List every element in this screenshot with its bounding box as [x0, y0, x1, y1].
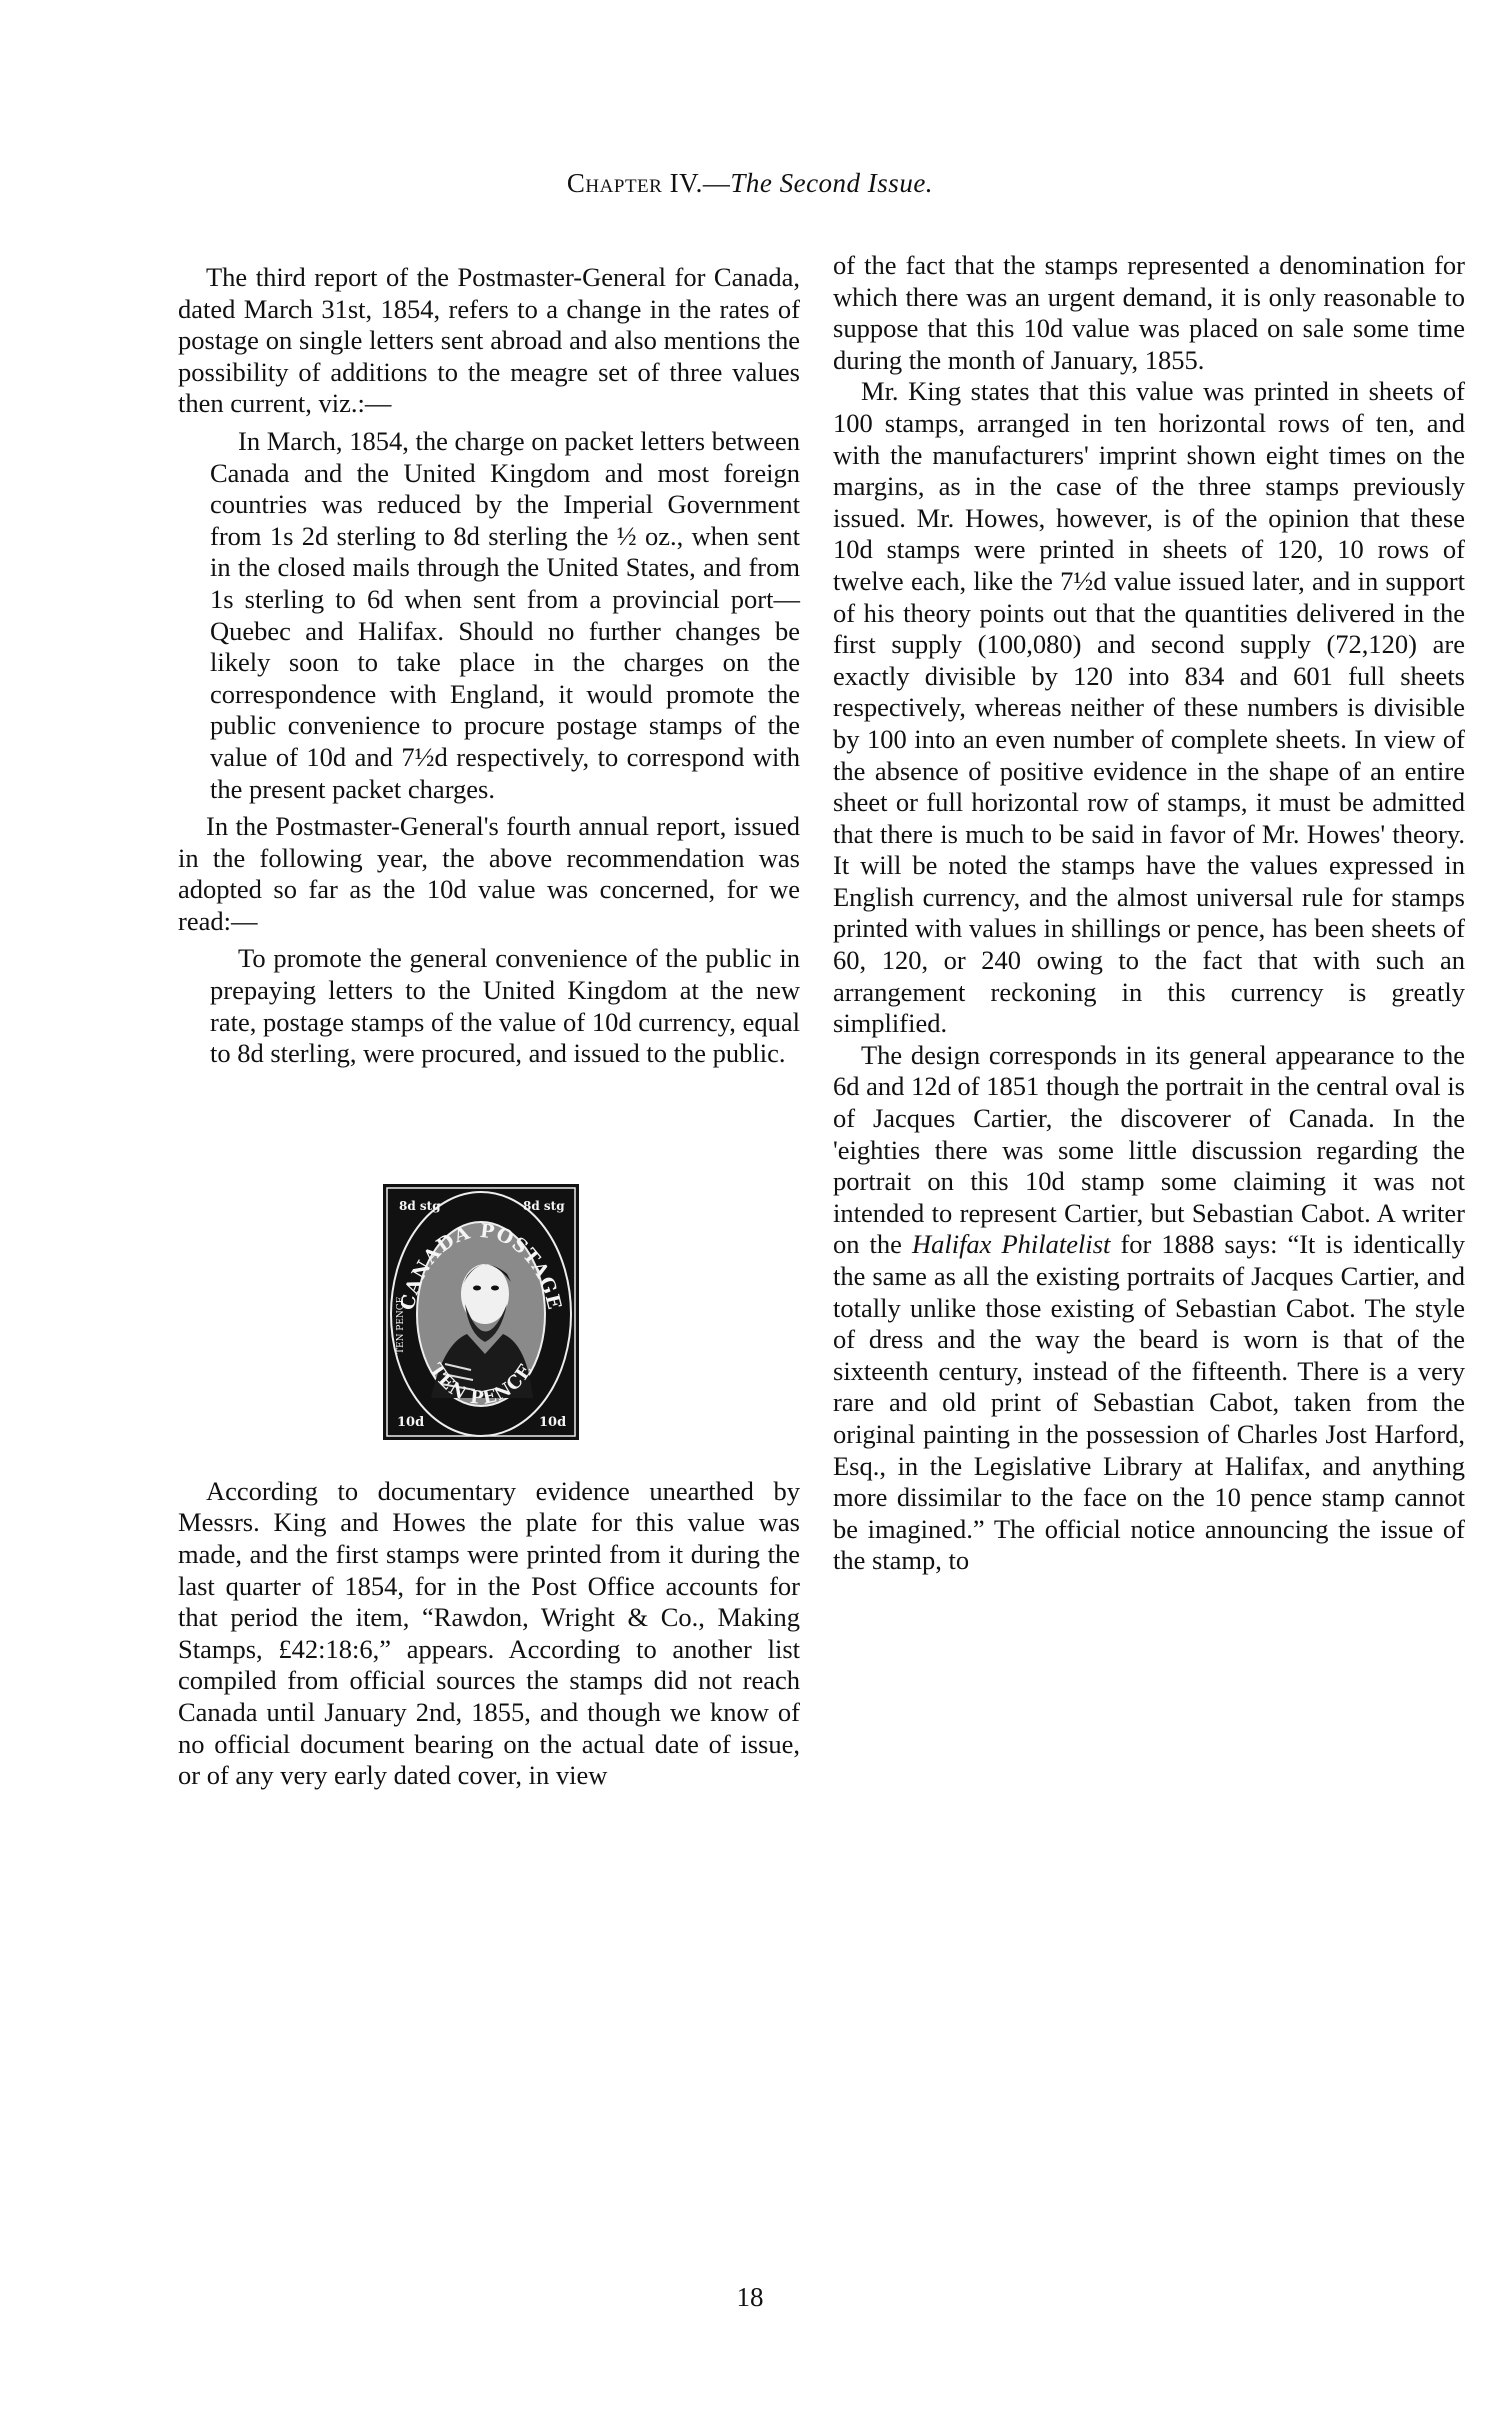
stamp-top-text: CANADA POSTAGE: [396, 1219, 566, 1313]
paragraph: The third report of the Postmaster-General for Canada, dated March 31st, 1854, refers to a change in the rates of postage on single letters sent abroad and also mentions the possibility of additions to the meagre set of three values then current, viz.:—: [178, 262, 800, 419]
stamp-side-left: TEN PENCE: [396, 1296, 406, 1354]
stamp-corner-tr: 8d stg: [523, 1198, 565, 1213]
publication-title: Halifax Philatelist: [911, 1229, 1111, 1260]
block-quote: To promote the general convenience of the public in prepaying letters to the United Kingdom at the new rate, postage stamps of the value of 10d currency, equal to 8d sterling, were procured, and issued to the public.: [210, 943, 800, 1069]
stamp-corner-bl: 10d: [397, 1414, 425, 1430]
stamp-corner-tl: 8d stg: [399, 1198, 441, 1213]
header-dash: —: [702, 168, 731, 198]
left-column: [178, 262, 800, 1792]
stamp-image: [383, 1184, 579, 1440]
paragraph-continued: of the fact that the stamps represented a denomination for which there was an urgent demand, it is only reasonable to suppose that this 10d value was placed on sale some time during the month of January, 1855.: [833, 250, 1465, 375]
paragraph: [833, 1040, 1465, 1577]
running-head: [0, 168, 1500, 199]
block-quote: In March, 1854, the charge on packet letters between Canada and the United Kingdom and most foreign countries was reduced by the Imperial Government from 1s 2d sterling to 8d sterling the ½ oz., when sent in the closed mails through the United States, and from 1s sterling to 6d when sent from a provincial port—Quebec and Halifax. Should no further changes be likely soon to take place in the charges on the correspondence with England, it would promote the public convenience to procure postage stamps of the value of 10d and 7½d respectively, to correspond with the present packet charges.: [210, 425, 800, 804]
paragraph-text: for 1888 says: “It is identically the same as all the existing portraits of Jacques Cartier, and totally unlike those existing of Sebastian Cabot. The style of dress and the way the beard is worn is that of the sixteenth century, instead of the fifteenth. There is a very rare and old print of Sebastian Cabot, taken from the original painting in the possession of Charles Jost Harford, Esq., in the Legislative Library at Halifax, and anything more dissimilar to the face on the 10 pence stamp cannot be imagined.” The official notice announcing the issue of the stamp, to: [833, 1229, 1466, 1576]
chapter-label: Chapter IV.: [566, 168, 703, 198]
paragraph: Mr. King states that this value was printed in sheets of 100 stamps, arranged in ten horizontal rows of ten, and with the manufacturers' imprint shown eight times on the margins, as in the case of the three stamps previously issued. Mr. Howes, however, is of the opinion that these 10d stamps were printed in sheets of 120, 10 rows of twelve each, like the 7½d value issued later, and in support of his theory points out that the quantities delivered in the first supply (100,080) and second supply (72,120) are exactly divisible by 120 into 834 and 601 full sheets respectively, whereas neither of these numbers is divisible by 100 into an even number of complete sheets. In view of the absence of positive evidence in the shape of an entire sheet or full horizontal row of stamps, it must be admitted that there is much to be said in favor of Mr. Howes' theory. It will be noted the stamps have the values expressed in English currency, and the almost universal rule for stamps printed with values in shillings or pence, has been sheets of 60, 120, or 240 owing to the fact that with such an arrangement reckoning in this currency is greatly simplified.: [833, 376, 1465, 1039]
paragraph: According to documentary evidence unearthed by Messrs. King and Howes the plate for this value was made, and the first stamps were printed from it during the last quarter of 1854, for in the Post Office accounts for that period the item, “Rawdon, Wright & Co., Making Stamps, £42:18:6,” appears. According to another list compiled from official sources the stamps did not reach Canada until January 2nd, 1855, and though we know of no official document bearing on the actual date of issue, or of any very early dated cover, in view: [178, 1475, 800, 1791]
stamp-corner-br: 10d: [539, 1414, 567, 1430]
paragraph: In the Postmaster-General's fourth annual report, issued in the following year, the above recommendation was adopted so far as the 10d value was concerned, for we read:—: [178, 811, 800, 936]
stamp-figure: [178, 1076, 800, 1476]
page-number: 18: [736, 2282, 764, 2312]
chapter-title: The Second Issue.: [730, 168, 934, 198]
paragraph-text: The design corresponds in its general appearance to the 6d and 12d of 1851 though the portrait in the central oval is of Jacques Cartier, the discoverer of Canada. In the 'eighties there was some little discussion regarding the portrait on this 10d stamp some claiming it was not intended to represent Cartier, but Sebastian Cabot. A writer on the: [833, 1039, 1465, 1260]
right-column: [833, 250, 1465, 1577]
stamp-bottom-text: TEN PENCE: [424, 1359, 538, 1409]
